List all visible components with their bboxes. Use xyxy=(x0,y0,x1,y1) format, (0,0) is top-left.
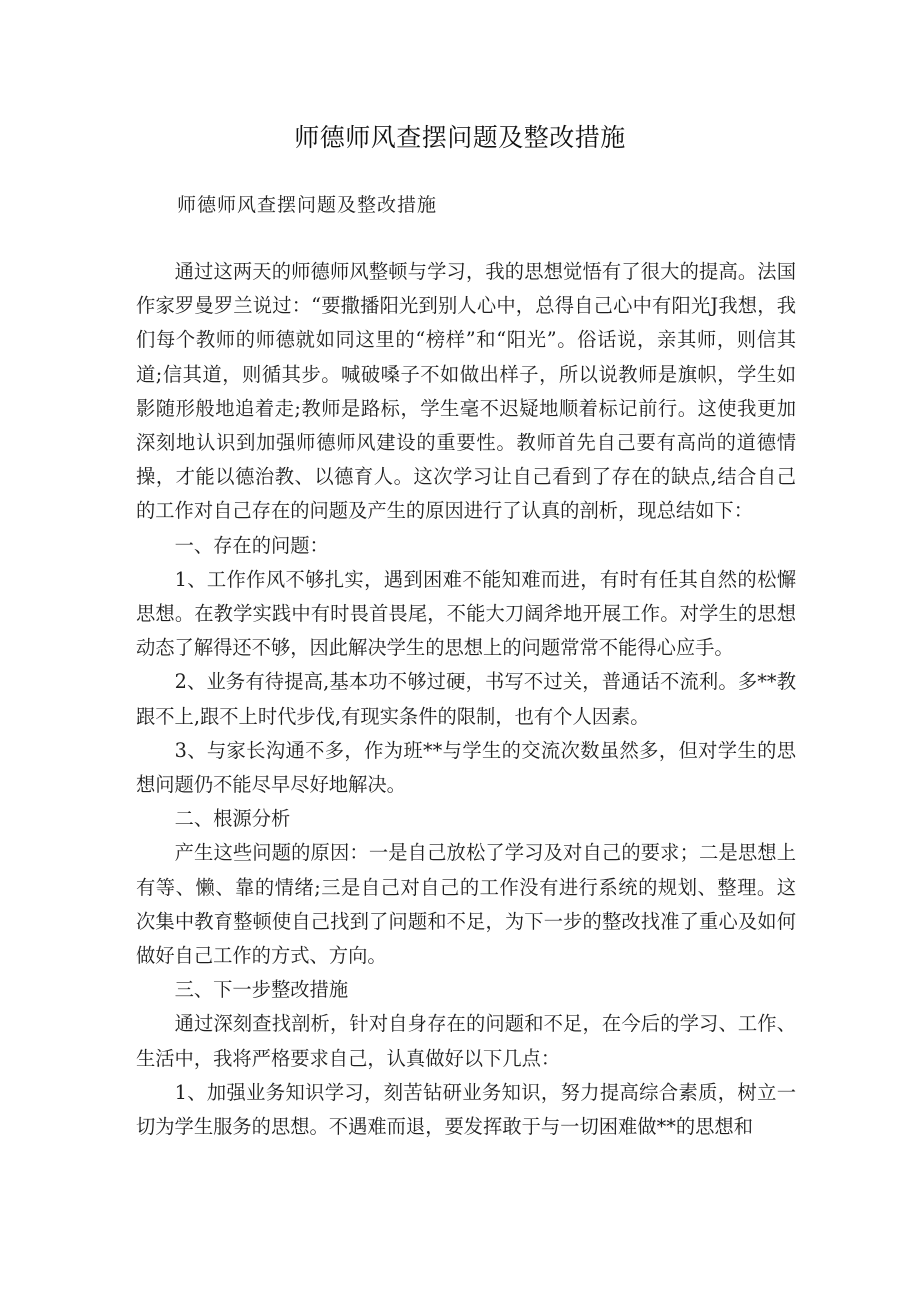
section-heading-root-cause: 二、根源分析 xyxy=(174,807,291,831)
paragraph-intro: 通过这两天的师德师风整顿与学习，我的思想觉悟有了很大的提高。法国作家罗曼罗兰说过：“要撒播阳光到别人心中，总得自己心中有阳光J我想，我们每个教师的师德就如同这里的“榜样”和“阳光”。俗话说，亲其师，则信其道;信其道，则循其步。喊破嗓子不如做出样子，所以说教师是旗帜，学生如影随形般地追着走;教师是路标，学生毫不迟疑地顺着标记前行。这使我更加深刻地认识到加强师德师风建设的重要性。教师首先自己要有高尚的道德情操，才能以德治教、以德育人。这次学习让自己看到了存在的缺点,结合自己的工作对自己存在的问题及产生的原因进行了认真的剖析，现总结如下： xyxy=(136,260,796,523)
paragraph-root-cause: 产生这些问题的原因：一是自己放松了学习及对自己的要求；二是思想上有等、懒、靠的情绪;三是自己对自己的工作没有进行系统的规划、整理。这次集中教育整顿使自己找到了问题和不足，为下一步的整改找准了重心及如何做好自己工作的方式、方向。 xyxy=(136,841,796,968)
section-heading-measures: 三、下一步整改措施 xyxy=(174,978,349,1002)
document-title: 师德师风查摆问题及整改措施 xyxy=(294,123,626,152)
paragraph-problem-3: 3、与家长沟通不多，作为班**与学生的交流次数虽然多，但对学生的思想问题仍不能尽早尽好地解决。 xyxy=(136,738,796,797)
document-body xyxy=(136,255,796,1144)
paragraph-problem-1: 1、工作作风不够扎实，遇到困难不能知难而进，有时有任其自然的松懈思想。在教学实践中有时畏首畏尾，不能大刀阔斧地开展工作。对学生的思想动态了解得还不够，因此解决学生的思想上的问题常常不能得心应手。 xyxy=(136,567,796,660)
paragraph-measures-intro: 通过深刻查找剖析，针对自身存在的问题和不足，在今后的学习、工作、生活中，我将严格要求自己，认真做好以下几点： xyxy=(136,1012,796,1070)
paragraph-measure-1: 1、加强业务知识学习，刻苦钻研业务知识，努力提高综合素质，树立一切为学生服务的思想。不遇难而退，要发挥敢于与一切困难做**的思想和 xyxy=(136,1080,796,1139)
document-subtitle: 师德师风查摆问题及整改措施 xyxy=(177,194,438,216)
paragraph-problem-2: 2、业务有待提高,基本功不够过硬，书写不过关，普通话不流利。多**教跟不上,跟不上时代步伐,有现实条件的限制，也有个人因素。 xyxy=(136,670,796,728)
section-heading-problems: 一、存在的问题： xyxy=(174,533,329,557)
